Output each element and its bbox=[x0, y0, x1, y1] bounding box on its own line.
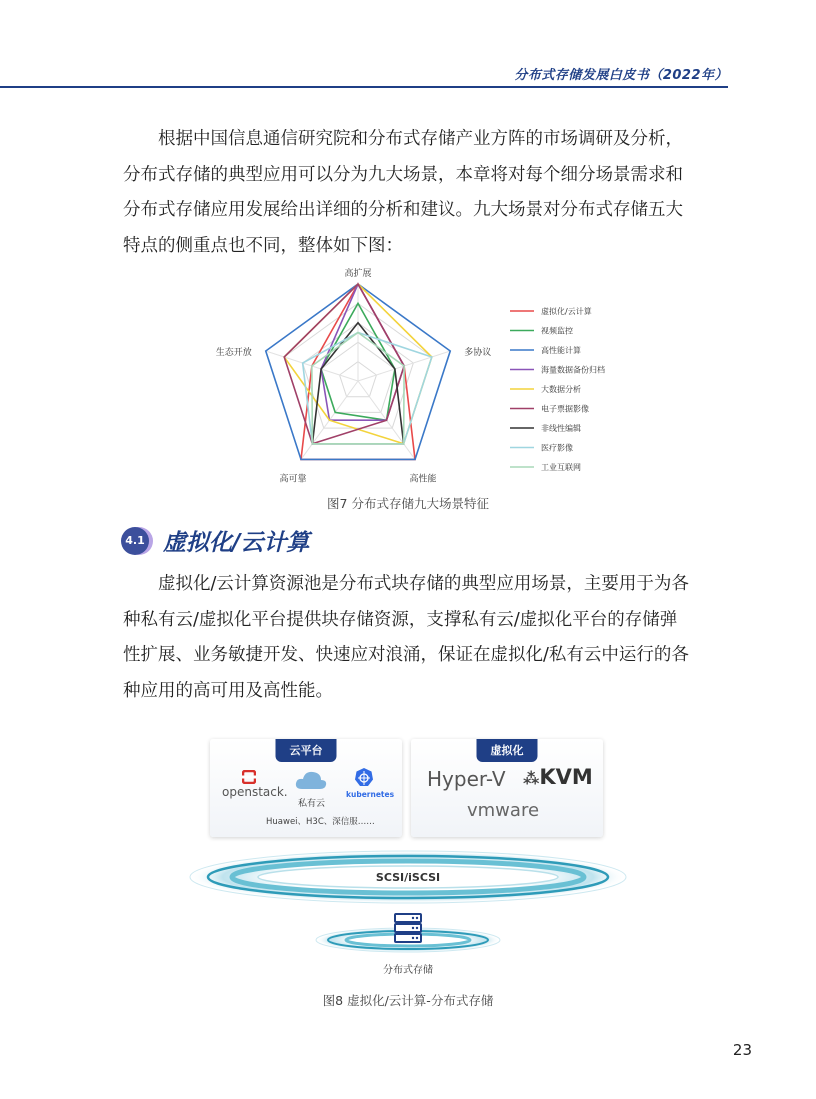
openstack-label: openstack. bbox=[222, 785, 288, 799]
vmware-label: vmware bbox=[467, 800, 540, 821]
virtualization-panel bbox=[411, 739, 603, 837]
legend-label: 电子票据影像 bbox=[541, 404, 589, 414]
virtualization-tab: 虚拟化 bbox=[477, 739, 538, 762]
radar-chart bbox=[0, 262, 816, 522]
cloud-platform-tab: 云平台 bbox=[276, 739, 337, 762]
legend-label: 海量数据备份归档 bbox=[541, 365, 605, 375]
figure8-caption: 图8 虚拟化/云计算-分布式存储 bbox=[322, 993, 494, 1008]
figure7-caption: 图7 分布式存储九大场景特征 bbox=[327, 496, 489, 511]
legend-label: 大数据分析 bbox=[541, 385, 581, 394]
radar-axis-labels bbox=[216, 267, 492, 484]
radar-axis-label: 多协议 bbox=[464, 348, 492, 359]
section-title: 虚拟化/云计算 bbox=[163, 530, 310, 556]
radar-axis-label: 生态开放 bbox=[215, 348, 252, 359]
protocol-label: SCSI/iSCSI bbox=[375, 871, 441, 884]
legend-label: 工业互联网 bbox=[541, 463, 581, 472]
page-number: 23 bbox=[732, 1041, 752, 1059]
radar-axis-label: 高性能 bbox=[409, 474, 437, 485]
legend-label: 视频监控 bbox=[541, 326, 573, 336]
cloud-platform-panel bbox=[210, 739, 402, 837]
legend-label: 医疗影像 bbox=[541, 443, 573, 453]
kvm-icon: ⁂ bbox=[523, 769, 540, 788]
legend-label: 高性能计算 bbox=[541, 346, 581, 355]
section-paragraph: 虚拟化/云计算资源池是分布式块存储的典型应用场景，主要用于为各种私有云/虚拟化平台提供块存储资源，支撑私有云/虚拟化平台的存储弹性扩展、业务敏捷开发、快速应对浪涌，保证在虚拟化/私有云中运行的各种应用的高可用及高性能。 bbox=[123, 574, 689, 701]
legend-label: 虚拟化/云计算 bbox=[541, 307, 592, 316]
radar-grid bbox=[266, 284, 451, 459]
radar-axis-label: 高扩展 bbox=[344, 269, 372, 279]
hyperv-label: Hyper-V bbox=[427, 767, 506, 791]
kvm-label: ⁂KVM bbox=[523, 765, 593, 789]
intro-paragraph: 根据中国信息通信研究院和分布式存储产业方阵的市场调研及分析，分布式存储的典型应用可以分为九大场景，本章将对每个细分场景需求和分布式存储应用发展给出详细的分析和建议。九大场景对分布式存储五大特点的侧重点也不同，整体如下图： bbox=[123, 129, 683, 256]
legend-label: 非线性编辑 bbox=[541, 424, 581, 433]
openstack-logo-icon bbox=[242, 770, 256, 784]
distributed-storage-label: 分布式存储 bbox=[383, 965, 433, 976]
cloud-icon bbox=[294, 769, 328, 791]
protocol-rings bbox=[0, 850, 816, 960]
radar-series-line bbox=[321, 284, 404, 420]
radar-axis-label: 高可靠 bbox=[279, 474, 307, 485]
section-number-badge: 4.1 bbox=[121, 527, 149, 555]
header-title: 分布式存储发展白皮书（2022年） bbox=[514, 68, 728, 83]
kubernetes-logo-icon bbox=[354, 767, 374, 787]
vendors-label: Huawei、H3C、深信服…… bbox=[266, 817, 375, 827]
section-heading bbox=[121, 524, 309, 557]
kubernetes-label: kubernetes bbox=[346, 790, 395, 799]
header-rule bbox=[0, 86, 728, 88]
radar-legend bbox=[510, 306, 605, 472]
private-cloud-label: 私有云 bbox=[298, 799, 326, 809]
server-icon bbox=[394, 913, 422, 943]
